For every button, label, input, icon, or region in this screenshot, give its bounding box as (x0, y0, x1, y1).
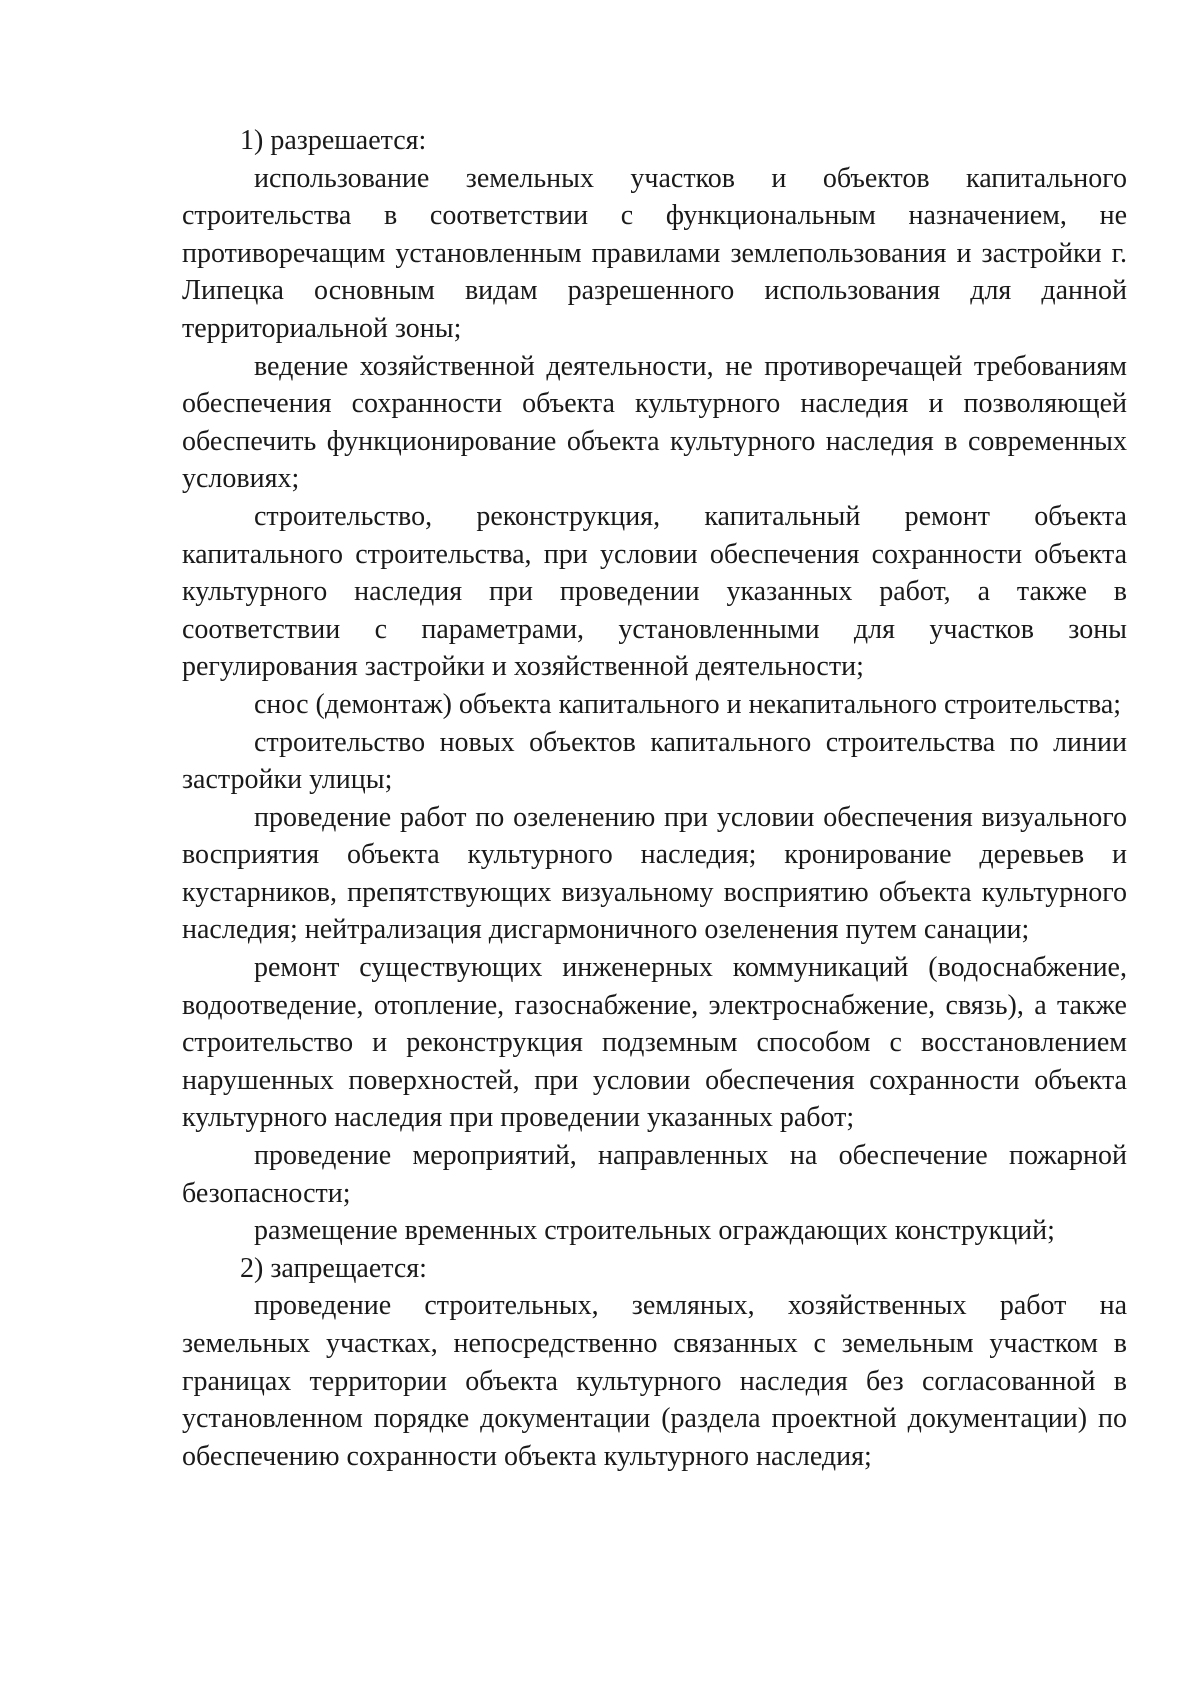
paragraph-landscaping: проведение работ по озеленению при условии обеспечения визуального восприятия объекта культурного наследия; кронирование деревьев и кустарников, препятствующих визуальному восприятию объекта культурного наследия; нейтрализация дисгармоничного озеленения путем санации; (182, 801, 1127, 946)
paragraph-utilities: ремонт существующих инженерных коммуникаций (водоснабжение, водоотведение, отопление, газоснабжение, электроснабжение, связь), а также строительство и реконструкция подземным способом с восстановлением нарушенных поверхностей, при условии обеспечения сохранности объекта культурного наследия при проведении указанных работ; (182, 952, 1127, 1134)
paragraph-demolition: снос (демонтаж) объекта капитального и некапитального строительства; (254, 688, 1122, 720)
document-body (182, 122, 1127, 1475)
paragraph-land-use: использование земельных участков и объектов капитального строительства в соответствии с функциональным назначением, не противоречащим установленным правилами землепользования и застройки г. Липецка основным видам разрешенного использования для данной территориальной зоны; (182, 162, 1127, 344)
paragraph-new-construction: строительство новых объектов капитального строительства по линии застройки улицы; (182, 726, 1127, 796)
paragraph-construction: строительство, реконструкция, капитальный ремонт объекта капитального строительства, при условии обеспечения сохранности объекта культурного наследия при проведении указанных работ, а также в соответствии с параметрами, установленными для участков зоны регулирования застройки и хозяйственной деятельности; (182, 500, 1127, 683)
paragraph-economic-activity: ведение хозяйственной деятельности, не противоречащей требованиям обеспечения сохранности объекта культурного наследия и позволяющей обеспечить функционирование объекта культурного наследия в современных условиях; (182, 350, 1127, 495)
paragraph-fire-safety: проведение мероприятий, направленных на обеспечение пожарной безопасности; (182, 1140, 1127, 1209)
section-heading-prohibited: 2) запрещается: (240, 1252, 427, 1284)
paragraph-prohibited-works: проведение строительных, земляных, хозяйственных работ на земельных участках, непосредственно связанных с земельным участком в границах территории объекта культурного наследия без согласованной в установленном порядке документации (раздела проектной документации) по обеспечению сохранности объекта культурного наследия; (182, 1290, 1127, 1472)
paragraph-temporary-fencing: размещение временных строительных ограждающих конструкций; (254, 1215, 1055, 1247)
section-heading-permitted: 1) разрешается: (240, 125, 427, 156)
